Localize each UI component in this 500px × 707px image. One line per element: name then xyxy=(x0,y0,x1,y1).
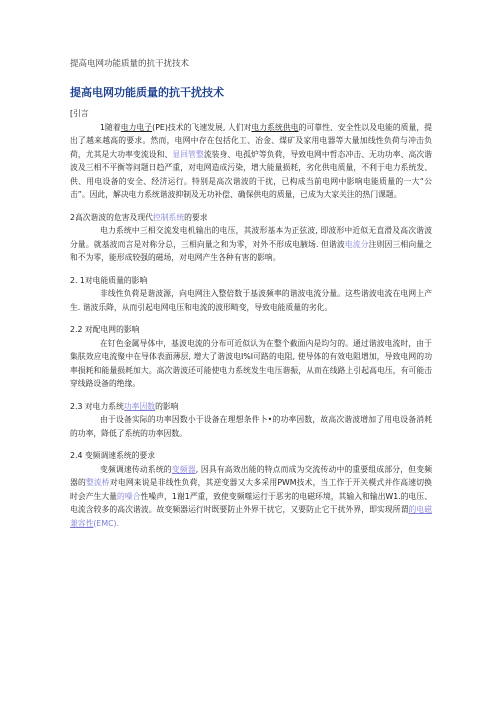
section-2-3 xyxy=(70,400,432,441)
document-heading: 提高电网功能质量的抗干扰技术 xyxy=(70,86,224,99)
section-2-2-paragraph: 在钉色金属导体中，基波电流的分布可近似认为在整个截面内是均匀的。通过谐波电流时，由于集肤效应电流聚中在导体表面薄层, 增大了谐波电I%I可路的电阻, 使导体的有效电阻增加，导致电网的功率损耗和能量损耗加大。高次谐波还可能使电力系统发生电压谐振，从而在线路上引起高电压，有可能击穿线路设备的绝缘。 xyxy=(70,338,432,388)
emc-abbr: (EMC). xyxy=(93,518,120,528)
intro-paragraph: 1随着电力电子(PE)技术的飞速发展, 人们对电力系统供电的可靠性、安全性以及电能的质量，提出了越来越高的要求。然而，电网中存在包括化工、冶金、煤矿及家用电器等大量加线性负荷与冲击负荷，尤其是大功率变流设和、显回管整流装身、电孤炉等负荷，导致电网中哲态冲击、无功功率、高次谐波及三相不平衡等问题日趋严重，对电网造成污染，增大能量损耗，劣化供电质量，不利于电力系统发、供、用电设备的安全、经济运行。特别是高次谐波的干扰，已构成当前电网中影响电能质量的一大“公击”。因此，解决电力系统谐波抑制及无功补偿、确保供电的质量，已成为大家关注的热门课题。 xyxy=(70,122,433,199)
link-rectifier-bridge[interactable]: 整流桥 xyxy=(85,478,110,487)
link-power-factor[interactable]: 功率因数 xyxy=(123,401,156,411)
section-2-3-title: 2.3 对电力系统功率因数的影响 xyxy=(70,401,179,411)
link-thyristor[interactable]: 显回管整 xyxy=(172,149,204,159)
link-emc[interactable]: 的电磁兼容性 xyxy=(70,505,433,528)
intro-label: [引言 xyxy=(70,109,89,118)
section-2-2-title: 2.2 对配电网的影响 xyxy=(70,325,140,334)
section-2-paragraph: 电力系统中三相交流发电机输出的电压，其波形基本为正弦波, 即波形中近似无直滑及高次谐波分量。就基波而言是对称分总，三相向量之和为零，对外不形成电腋场. 但谐波电流分注则因三相向量之和不为零，能形成较强的磁场，对电网产生各种有害的影响。 xyxy=(70,226,433,262)
section-2-1 xyxy=(70,274,432,315)
link-power-electronics[interactable]: 电力电子 xyxy=(120,122,153,132)
document-title: 提高电网功能质量的抗干扰技术 xyxy=(70,59,190,69)
section-2-4 xyxy=(70,449,432,530)
section-2-4-title: 2.4 变频调速系统的要求 xyxy=(70,451,156,460)
link-control-system[interactable]: 控制系统 xyxy=(152,212,185,222)
section-2-2 xyxy=(70,323,432,391)
section-2-4-paragraph: 变频调速传动系统的变频器, 因具有高效出能的特点而成为交流传动中的重要组成部分，但变频器的整流桥对电网来说是非线性负荷，其逆变器又大多采用PWM技术，当工作于开关模式并作高速切换时会产生大量的噪合性噪声，1谢1严重，致使变频噬运行于恶劣的电磁环境，其输入和输出W1.的电压、电流含较多的高次谐波。故变频器运行时既要防止外界干扰它，又要防止它干扰外界，即实现所谓的电磁兼容性(EMC). xyxy=(70,464,433,528)
link-power-supply[interactable]: 电力系统供电 xyxy=(251,122,299,132)
section-2-3-paragraph: 由于设备实际的功率因数小于设备在理想条件卜•的功率因数，故高次谐波增加了用电设备消耗的功率，降低了系统的功率因数。 xyxy=(70,415,432,438)
section-2-title: 2高次谐波的危害及现代控制系统的要求 xyxy=(70,212,208,222)
section-2-1-paragraph: 非线性负荷是谐波源，向电网注入整倍数于基波频率的谐波电流分量。这些谐波电流在电网上产生. 谐波乐降，从而引起电网电压和电流的波形畸变，导致电能质量的劣化。 xyxy=(70,289,432,312)
link-current-component[interactable]: 电流分 xyxy=(344,239,369,249)
link-coupling[interactable]: 的噪合 xyxy=(117,491,141,501)
section-2 xyxy=(70,211,432,265)
section-2-1-title: 2. 1对电能质量的影响 xyxy=(70,275,148,285)
document-body xyxy=(70,107,432,530)
link-inverter[interactable]: 变频器 xyxy=(171,464,196,474)
